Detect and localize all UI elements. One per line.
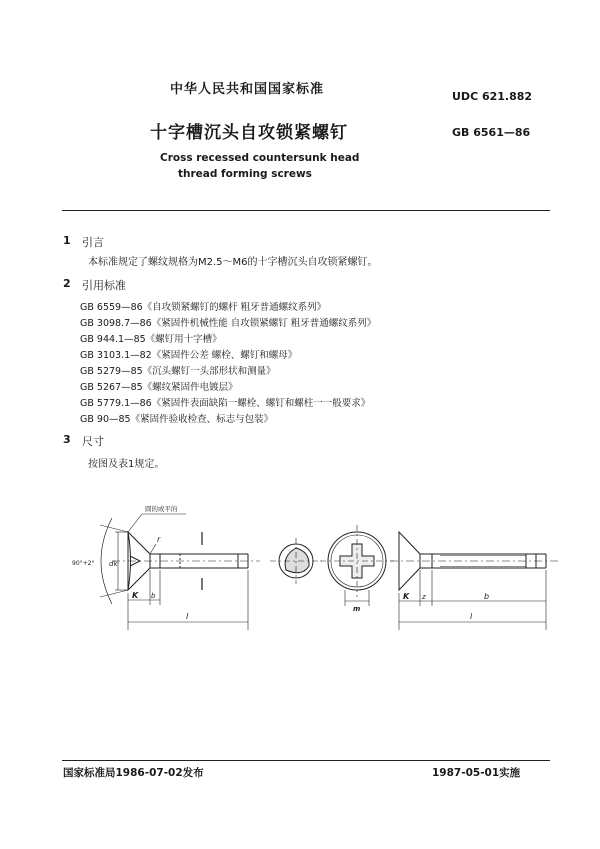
dim-k-left: K [132, 591, 139, 600]
dim-r: r [157, 535, 161, 544]
dim-b-right: b [484, 592, 490, 601]
reference-item: GB 5267—85《螺纹紧固件电镀层》 [80, 382, 238, 393]
standard-title-en-line1: Cross recessed countersunk head [160, 152, 360, 164]
angle-label: 90°+2° [72, 560, 95, 567]
section-2-title: 引用标准 [82, 279, 126, 292]
section-2-number: 2 [63, 277, 71, 290]
dim-l-right: l [470, 612, 473, 621]
gb-number: GB 6561—86 [452, 126, 531, 139]
trilobular-section-view [270, 538, 322, 584]
screw-side-view-left [100, 514, 260, 630]
reference-item: GB 90—85《紧固件验收检查、标志与包装》 [80, 414, 274, 425]
reference-item: GB 5779.1—86《紧固件表面缺陷一螺栓、螺钉和螺柱一一般要求》 [80, 398, 371, 409]
section-1-number: 1 [63, 234, 71, 247]
reference-item: GB 6559—86《自攻锁紧螺钉的螺杆 粗牙普通螺纹系列》 [80, 302, 327, 313]
section-3-title: 尺寸 [82, 435, 104, 448]
reference-item: GB 944.1—85《螺钉用十字槽》 [80, 334, 222, 345]
udc-number: UDC 621.882 [452, 90, 533, 103]
dim-k-right: K [403, 592, 410, 601]
screw-side-view-right [390, 532, 558, 630]
section-1-title: 引言 [82, 236, 104, 249]
effective-date: 1987-05-01实施 [432, 767, 521, 779]
issue-date: 国家标准局1986-07-02发布 [63, 767, 204, 779]
national-standard-heading: 中华人民共和国国家标准 [170, 82, 325, 97]
footer-rule [62, 760, 550, 761]
standard-title-cn: 十字槽沉头自攻锁紧螺钉 [150, 123, 348, 143]
section-3-number: 3 [63, 433, 71, 446]
standard-title-en-line2: thread forming screws [178, 168, 312, 180]
reference-item: GB 3098.7—86《紧固件机械性能 自攻锁紧螺钉 粗牙普通螺纹系列》 [80, 318, 377, 329]
dim-m: m [353, 605, 361, 613]
section-3-text: 按图及表1规定。 [88, 459, 165, 470]
note-label: 圆的或平的 [145, 505, 178, 513]
dim-dk: dk [109, 560, 118, 568]
cross-recess-head-view [320, 525, 394, 606]
dim-b-left: b [151, 592, 156, 600]
dim-l-left: l [186, 612, 189, 621]
reference-item: GB 5279—85《沉头螺钉一头部形状和测量》 [80, 366, 276, 377]
section-1-text: 本标准规定了螺纹规格为M2.5～M6的十字槽沉头自攻锁紧螺钉。 [88, 257, 378, 268]
reference-item: GB 3103.1—82《紧固件公差 螺栓、螺钉和螺母》 [80, 350, 298, 361]
dim-z: z [422, 593, 426, 601]
